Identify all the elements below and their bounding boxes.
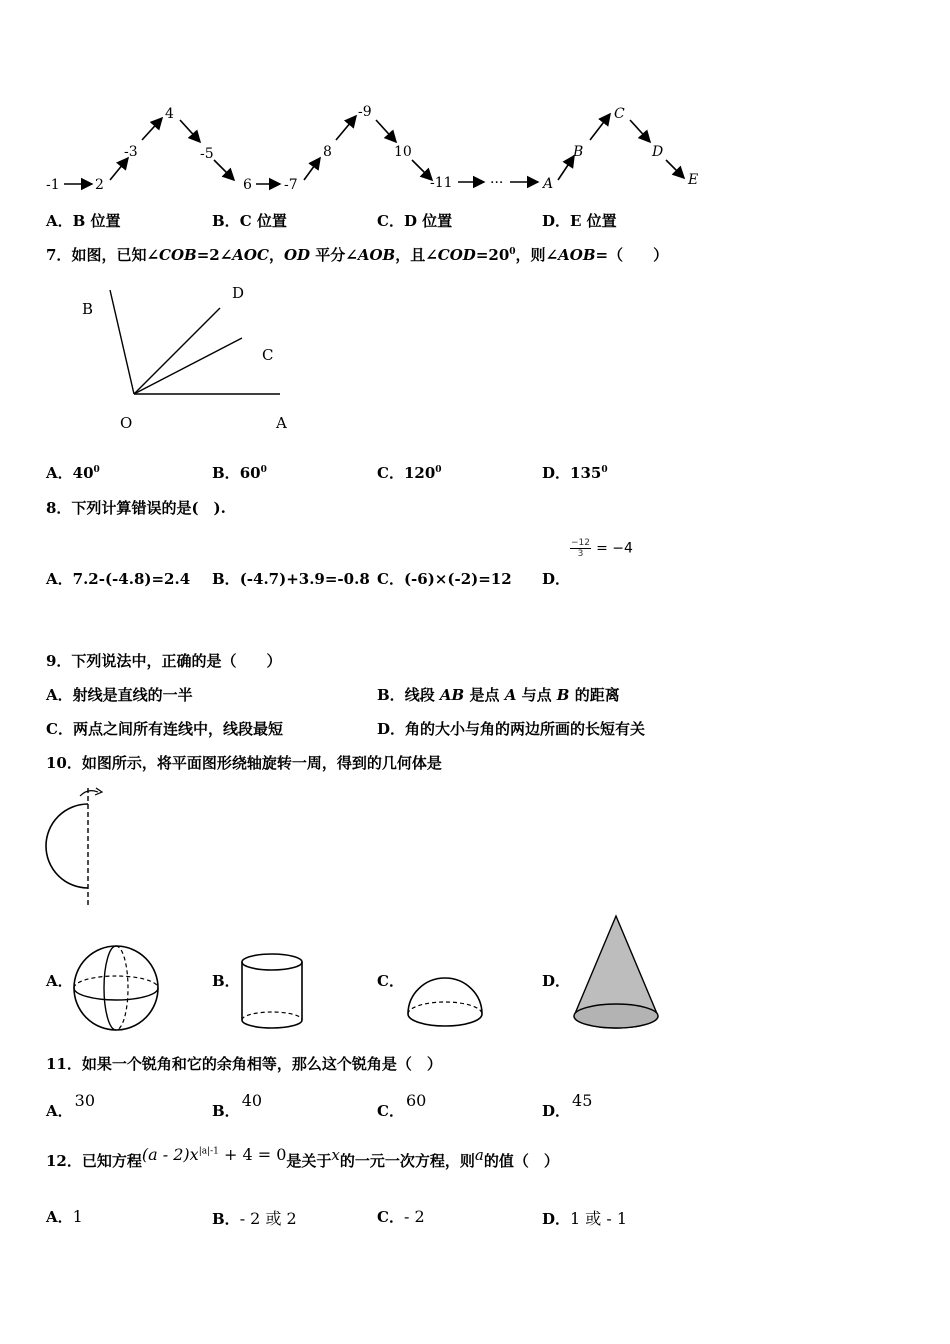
seq-term: E: [688, 172, 699, 188]
semicircle-figure: [40, 784, 120, 910]
option-c[interactable]: C．: [377, 972, 404, 990]
option-text: E 位置: [570, 212, 617, 230]
option-c[interactable]: C．60: [377, 1091, 427, 1120]
option-d[interactable]: D．: [542, 972, 571, 990]
label-d: D: [232, 284, 245, 302]
option-d[interactable]: D．$135^0$: [542, 464, 608, 482]
option-b[interactable]: B．- 2 或 2: [212, 1209, 297, 1228]
option-d[interactable]: [542, 210, 617, 231]
question-12: 12．已知方程$(a - 2)x^{|a|-1} + 4 = 0$是关于x的一元一次方程，则a的值（ ）: [46, 1145, 559, 1170]
option-d[interactable]: D．: [542, 570, 571, 588]
angle-figure: [70, 280, 310, 440]
option-d[interactable]: D．1 或 - 1: [542, 1209, 628, 1228]
option-key: D．: [542, 212, 571, 230]
option-text: D 位置: [403, 212, 453, 230]
seq-term: 8: [323, 144, 332, 160]
label-c: C: [262, 346, 274, 364]
sphere-figure: [70, 942, 162, 1034]
question-11: 11．如果一个锐角和它的余角相等，那么这个锐角是（ ）: [46, 1055, 442, 1073]
seq-term: -9: [358, 104, 372, 120]
label-a: A: [276, 414, 287, 432]
seq-term: 4: [165, 106, 174, 122]
option-b[interactable]: B．40: [212, 1091, 263, 1120]
option-a[interactable]: A．30: [46, 1091, 95, 1120]
cone-figure: [566, 912, 662, 1034]
option-d[interactable]: D．角的大小与角的两边所画的长短有关: [377, 720, 646, 738]
option-b[interactable]: B．(-4.7)+3.9=-0.8: [212, 570, 370, 588]
fraction-expression: [570, 538, 633, 559]
label-o: O: [120, 414, 133, 432]
fraction-numerator: −12: [571, 538, 590, 548]
seq-term: -3: [124, 144, 138, 160]
seq-term: 10: [394, 144, 412, 160]
option-b[interactable]: B．线段 AB 是点 A 与点 B 的距离: [377, 686, 620, 704]
option-c[interactable]: [377, 210, 452, 231]
seq-term: D: [652, 144, 664, 160]
hemisphere-figure: [402, 974, 488, 1034]
seq-term: A: [543, 176, 554, 192]
option-c[interactable]: C．两点之间所有连线中，线段最短: [46, 720, 283, 738]
option-key: B．: [212, 212, 240, 230]
option-b[interactable]: [212, 210, 287, 231]
option-c[interactable]: C．- 2: [377, 1207, 425, 1226]
seq-term: 2: [95, 177, 104, 193]
seq-term: -5: [200, 146, 214, 162]
question-7: 7．如图，已知∠COB=2∠AOC，OD 平分∠AOB，且$\angle COD=20^0$，则∠AOB=（ ）: [46, 246, 669, 264]
option-a[interactable]: A．$40^0$: [46, 464, 100, 482]
question-10: 10．如图所示，将平面图形绕轴旋转一周，得到的几何体是: [46, 754, 442, 772]
question-8: 8．下列计算错误的是( ).: [46, 499, 226, 517]
option-b[interactable]: B．$60^0$: [212, 464, 267, 482]
seq-term: -11: [430, 175, 453, 191]
option-text: B 位置: [72, 212, 121, 230]
equation: $(a - 2)x^{|a|-1} + 4 = 0$: [141, 1145, 287, 1164]
label-b: B: [82, 300, 94, 318]
seq-term: 6: [243, 177, 252, 193]
seq-term: C: [614, 106, 625, 122]
fraction-denominator: 3: [577, 549, 584, 559]
option-key: C．: [377, 212, 404, 230]
option-b[interactable]: B．: [212, 972, 240, 990]
option-a[interactable]: A．1: [46, 1207, 83, 1226]
option-c[interactable]: C．(-6)×(-2)=12: [377, 570, 512, 588]
option-a[interactable]: A．射线是直线的一半: [46, 686, 193, 704]
option-c[interactable]: C．$120^0$: [377, 464, 442, 482]
question-9: 9．下列说法中，正确的是（ ）: [46, 652, 282, 670]
fraction-rhs: = −4: [596, 540, 633, 557]
seq-term: -7: [284, 177, 298, 193]
seq-term: B: [573, 144, 584, 160]
sequence-figure: [40, 98, 720, 198]
option-a[interactable]: A．7.2-(-4.8)=2.4: [46, 570, 191, 588]
seq-term: -1: [46, 177, 60, 193]
cylinder-figure: [236, 950, 308, 1032]
option-a[interactable]: [46, 210, 121, 231]
option-d[interactable]: D．45: [542, 1091, 593, 1120]
option-a[interactable]: A．: [46, 972, 73, 990]
option-text: C 位置: [239, 212, 287, 230]
seq-term: ···: [490, 175, 504, 191]
option-key: A．: [46, 212, 73, 230]
